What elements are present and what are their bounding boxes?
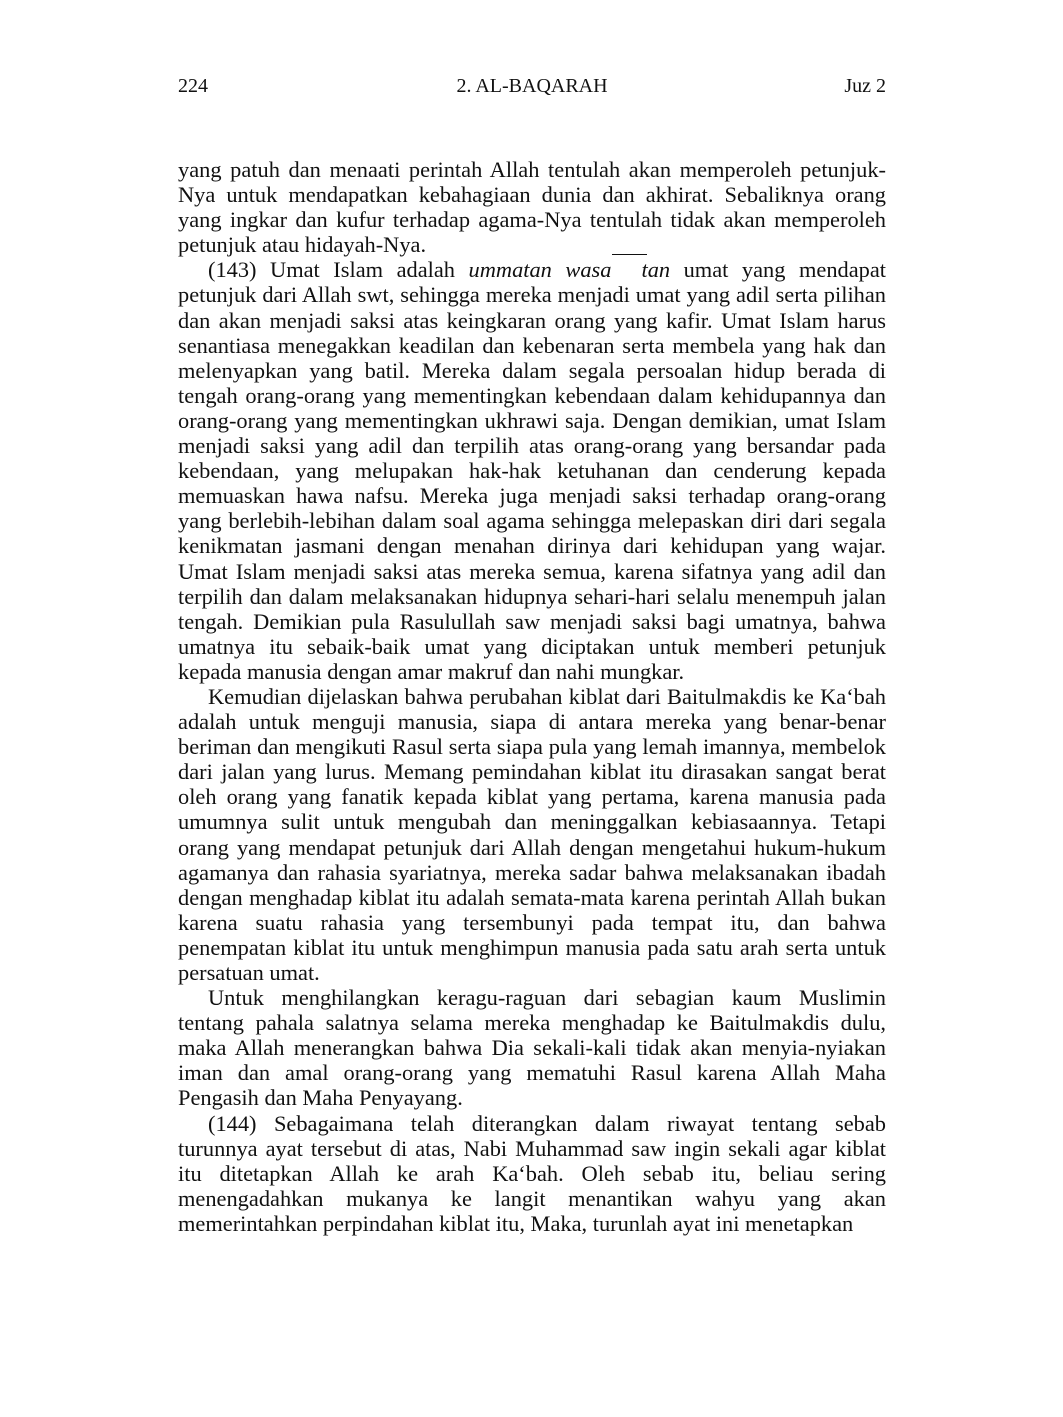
paragraph-verse-143-body: umat yang mendapat petunjuk dari Allah swt, sehingga mereka menjadi umat yang adil serta pilihan dan akan menjadi saksi atas keingkaran orang yang kafir. Umat Islam harus senantiasa menegakkan keadilan dan kebenaran serta membela yang hak dan melenyapkan yang batil. Mereka dalam segala persoalan hidup berada di tengah orang-orang yang mementingkan kebendaan dalam kehidupannya dan orang-orang yang mementingkan ukhrawi saja. Dengan demikian, umat Islam menjadi saksi yang adil dan terpilih atas orang-orang yang bersandar pada kebendaan, yang melupakan hak-hak ketuhanan dan cenderung kepada memuaskan hawa nafsu. Mereka juga menjadi saksi terhadap orang-orang yang berlebih-lebihan dalam soal agama sehingga melepaskan diri dari segala kenikmatan jasmani dengan menahan dirinya dari kehidupan yang wajar. Umat Islam menjadi saksi atas mereka semua, karena sifatnya yang adil dan terpilih dan dalam melaksanakan hidupnya sehari-hari selalu menempuh jalan tengah. Demikian pula Rasulullah saw menjadi saksi bagi umatnya, bahwa umatnya itu sebaik-baik umat yang diciptakan untuk memberi petunjuk kepada manusia dengan amar makruf dan nahi mungkar. <box>178 257 886 684</box>
arabic-term-part1: ummatan wasa <box>468 257 612 283</box>
paragraph-verse-143-lead: (143) Umat Islam adalah <box>208 257 469 283</box>
paragraph-doubt-removal: Untuk menghilangkan keragu-raguan dari sebagian kaum Muslimin tentang pahala salatnya selama mereka menghadap ke Baitulmakdis dulu, maka Allah menerangkan bahwa Dia sekali-kali tidak akan menyia-nyiakan iman dan amal orang-orang yang mematuhi Rasul karena Allah Maha Pengasih dan Maha Penyayang. <box>178 985 886 1111</box>
arabic-term-part2: an <box>647 257 671 283</box>
paragraph-kiblat-change: Kemudian dijelaskan bahwa perubahan kiblat dari Baitulmakdis ke Ka‘bah adalah untuk menguji manusia, siapa di antara mereka yang benar-benar beriman dan mengikuti Rasul serta siapa pula yang lemah imannya, membelok dari jalan yang lurus. Memang pemindahan kiblat itu dirasakan sangat berat oleh orang yang fanatik kepada kiblat yang pertama, karena manusia pada umumnya sulit untuk mengubah dan meninggalkan kebiasaannya. Tetapi orang yang mendapat petunjuk dari Allah dengan mengetahui hukum-hukum agamanya dan rahasia syariatnya, mereka sadar bahwa melaksanakan ibadah dengan menghadap kiblat itu adalah semata-mata karena perintah Allah bukan karena suatu rahasia yang tersembunyi pada tempat itu, dan bahwa penempatan kiblat itu untuk menghimpun manusia pada satu arah serta untuk persatuan umat. <box>178 683 886 985</box>
body-text <box>178 157 886 1236</box>
arabic-term <box>469 257 671 282</box>
paragraph-continuation: yang patuh dan menaati perintah Allah tentulah akan memperoleh petunjuk-Nya untuk mendapatkan kebahagiaan dunia dan akhirat. Sebaliknya orang yang ingkar dan kufur terhadap agama-Nya tentulah tidak akan memperoleh petunjuk atau hidayah-Nya. <box>178 157 886 258</box>
paragraph-verse-143 <box>178 257 886 684</box>
juz-label: Juz 2 <box>844 75 886 97</box>
page-number: 224 <box>178 75 208 97</box>
chapter-title: 2. AL-BAQARAH <box>456 75 608 97</box>
arabic-term-macron-letter: t <box>611 257 647 282</box>
paragraph-verse-144: (144) Sebagaimana telah diterangkan dalam riwayat tentang sebab turunnya ayat tersebut di atas, Nabi Muhammad saw ingin sekali agar kiblat itu ditetapkan Allah ke arah Ka‘bah. Oleh sebab itu, beliau sering menengadahkan mukanya ke langit menantikan wahyu yang akan memerintahkan perpindahan kiblat itu, Maka, turunlah ayat ini menetapkan <box>178 1110 886 1236</box>
running-header <box>178 72 886 100</box>
